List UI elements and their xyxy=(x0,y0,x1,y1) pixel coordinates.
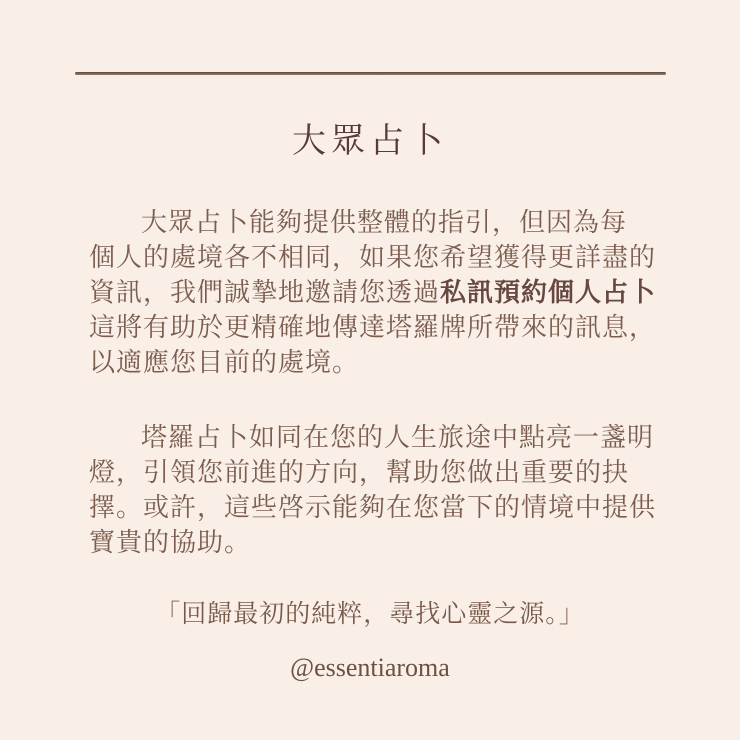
post-title: 大眾占卜 xyxy=(292,122,448,160)
text-line: 擇。或許，這些啓示能夠在您當下的情境中提供 xyxy=(89,492,657,522)
paragraph-tarot xyxy=(89,420,661,560)
text-line: 燈，引領您前進的方向，幫助您做出重要的抉 xyxy=(89,457,630,487)
text-line: 塔羅占卜如同在您的人生旅途中點亮一盞明 xyxy=(141,422,655,452)
closing-quote: 「回歸最初的純粹，尋找心靈之源。」 xyxy=(155,600,585,628)
text-line xyxy=(89,275,661,310)
account-handle: @essentiaroma xyxy=(290,653,450,682)
text-line: 寶貴的協助。 xyxy=(89,527,252,557)
text-line: 大眾占卜能夠提供整體的指引，但因為每 xyxy=(141,207,628,237)
paragraph-intro xyxy=(89,205,661,380)
text-line: 以適應您目前的處境。 xyxy=(89,347,360,377)
text-line: 個人的處境各不相同，如果您希望獲得更詳盡的 xyxy=(89,242,657,272)
text-line: 這將有助於更精確地傳達塔羅牌所帶來的訊息， xyxy=(89,312,657,342)
divider-line xyxy=(75,72,666,75)
text-segment: 資訊，我們誠摯地邀請您透過 xyxy=(89,277,441,307)
booking-highlight: 私訊預約個人占卜 xyxy=(440,277,657,307)
